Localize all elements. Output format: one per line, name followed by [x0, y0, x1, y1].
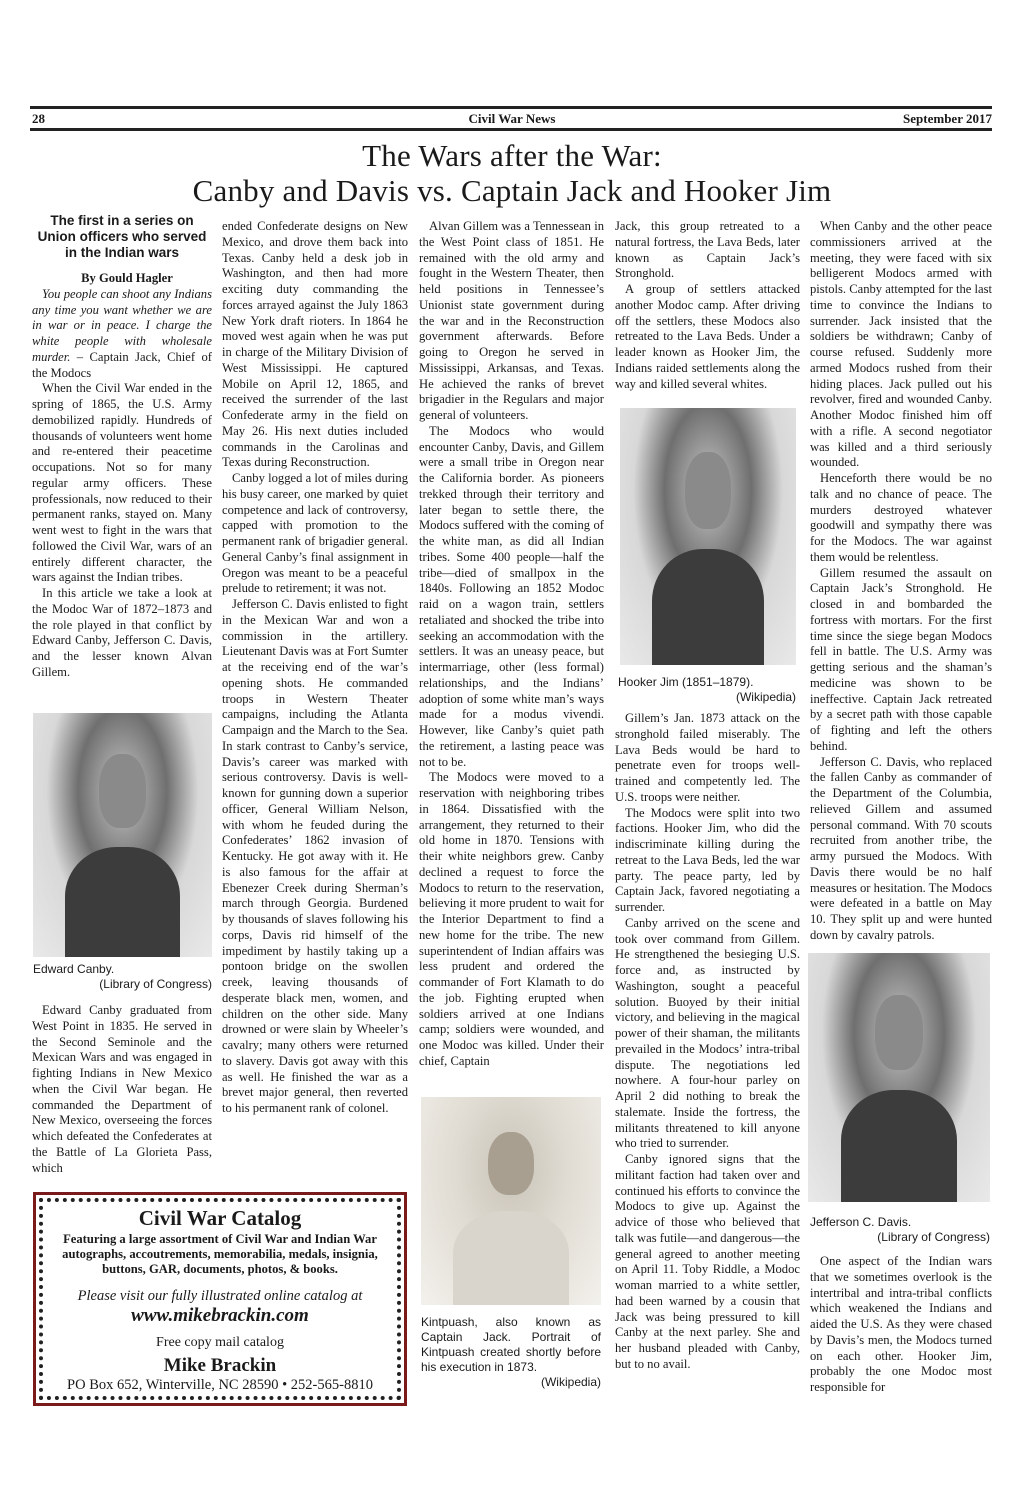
issue-date: September 2017	[903, 111, 992, 126]
paragraph: Henceforth there would be no talk and no chance of peace. The murders destroyed whatever goodwill and sympathy there was for the Modocs. The war against them would be relentless.	[810, 471, 992, 564]
paragraph: The Modocs who would encounter Canby, Davis, and Gillem were a small tribe in Oregon near the California border. As pioneers trekked through their territory and later began to settle there, the Modocs suffered with the coming of the white man, as did all Indian tribes. Some 400 people—half the tribe—died of smallpox in the 1840s. Following an 1852 Modoc raid on a wagon train, settlers retaliated and shocked the tribe into seeking an accommodation with the settlers. It was an uneasy peace, but intermarriage, other (less formal) relationships, and the Indians’ adoption of some white man’s ways made for a modus vivendi. However, like Canby’s quiet path the retirement, a lasting peace was not to be.	[419, 423, 604, 769]
paragraph: Canby ignored signs that the militant faction had taken over and continued his efforts to convince the Modocs to give up. Against the advice of those who believed that talk was futile—and dangerous—the general agreed to another meeting on April 11. Toby Riddle, a Modoc woman married to a white settler, had been warned by a cousin that Jack was being pressured to kill Canby at the next parley. She and her husband pleaded with Canby, but to no avail.	[615, 1152, 801, 1371]
ad-title: Civil War Catalog	[138, 1206, 302, 1230]
publication-name: Civil War News	[468, 111, 556, 126]
epigraph-attribution: – Captain Jack, Chief of the Modocs	[32, 349, 212, 380]
caption-text: Jefferson C. Davis.	[810, 1215, 912, 1229]
photo-edward-canby	[33, 713, 212, 957]
paragraph: A group of settlers attacked another Modoc camp. After driving off the settlers, these Modocs also retreated to the Lava Beds. Under a leader known as Hooker Jim, the Indians raided settlements along the way and killed several whites.	[615, 282, 800, 391]
page-number: 28	[32, 111, 45, 126]
ad-url-link[interactable]: www.mikebrackin.com	[131, 1305, 309, 1326]
paragraph: The Modocs were split into two factions. Hooker Jim, who did the indiscriminate killing during the retreat to the Lava Beds, led the war party. The peace party, led by Captain Jack, favored negotiating a surrender.	[615, 805, 800, 914]
column-4-bottom	[615, 711, 800, 1373]
paragraph: Jefferson C. Davis enlisted to fight in the Mexican War and won a commission in the artillery. Lieutenant Davis was at Fort Sumter at the receiving end of the war’s opening shots. He commanded troops in Western Theater campaigns, including the Atlanta Campaign and the March to the Sea. In stark contrast to Canby’s service, Davis’s career was marked with serious controversy. Davis is well-known for gunning down a superior officer, General William Nelson, with whom he feuded during the Confederates’ 1862 invasion of Kentucky. He got away with it. He is also famous for the affair at Ebenezer Creek during Sherman’s march through Georgia. Burdened by thousands of slaves following his corps, Davis rid himself of the impediment by hastily taking up a pontoon bridge on the swollen creek, leaving thousands of desperate black men, women, and children on the other side. Many drowned or were slain by Wheeler’s cavalry; many others were returned to slavery. Davis got away with this as well. He finished the war as a brevet major general, then reverted to his permanent rank of colonel.	[222, 597, 408, 1115]
caption-text: Edward Canby.	[33, 962, 115, 976]
column-3	[419, 219, 604, 1070]
header-bottom-rule	[30, 128, 992, 131]
caption-source: (Wikipedia)	[540, 1375, 601, 1389]
paragraph: Gillem resumed the assault on Captain Jack’s Stronghold. He closed in and bombarded the fortress with mortars. For the first time since the siege began Modocs fell in battle. The U.S. Army was getting serious and the shaman’s medicine was shown to be ineffective. Captain Jack retreated by a secret path with those capable of fighting and left the others behind.	[810, 565, 992, 753]
column-5-top	[810, 219, 992, 944]
paragraph: Canby logged a lot of miles during his busy career, one marked by quiet competence and lack of controversy, capped with promotion to the permanent rank of brigadier general. General Canby’s final assignment in Oregon was meant to be a peaceful prelude to retirement; it was not.	[222, 471, 408, 596]
photo-jefferson-c-davis	[808, 953, 990, 1202]
paragraph: Edward Canby graduated from West Point in 1835. He served in the Second Seminole and the Mexican Wars and was engaged in fighting Indians in New Mexico when the Civil War began. He commanded the Department of New Mexico, overseeing the forces which defeated the Confederates at the Battle of La Glorieta Pass, which	[32, 1003, 212, 1175]
paragraph: The Modocs were moved to a reservation with neighboring tribes in 1864. Dissatisfied with the arrangement, they returned to their old home in 1870. Tensions with their white neighbors grew. Canby declined a request to force the Modocs to return to the reservation, believing it more prudent to wait for the Interior Department to find a new home for the tribe. The new superintendent of Indian affairs was less prudent and ordered the commander of Fort Klamath to do the job. Fighting erupted when soldiers arrived at one Indians camp; soldiers were wounded, and one Modoc was killed. Under their chief, Captain	[419, 770, 604, 1068]
caption-text: Hooker Jim (1851–1879).	[618, 675, 754, 689]
column-1-bottom	[32, 1003, 212, 1176]
paragraph: Jack, this group retreated to a natural fortress, the Lava Beds, later known as Captain Jack’s Stronghold.	[615, 219, 800, 281]
column-2	[222, 219, 408, 1117]
caption-hooker-jim	[618, 675, 796, 705]
epigraph-quote: You people can shoot any Indians any time you want whether we are in war or in peace. I charge the white people with wholesale murder.	[32, 286, 212, 364]
photo-kintpuash	[421, 1097, 601, 1305]
headline-line-2: Canby and Davis vs. Captain Jack and Hooker Jim	[192, 173, 832, 208]
column-4-top	[615, 219, 800, 392]
paragraph: When the Civil War ended in the spring of 1865, the U.S. Army demobilized rapidly. Hundreds of thousands of volunteers went home and re-entered their peacetime occupations. Not so for many regular army officers. These professionals, now reduced to their permanent ranks, stayed on. Many went west to fight in the wars that followed the Civil War, wars of an entirely different character, the wars against the Indian tribes.	[32, 381, 212, 585]
ad-address: PO Box 652, Winterville, NC 28590 • 252-565-8810	[67, 1377, 373, 1393]
paragraph: Canby arrived on the scene and took over command from Gillem. He strengthened the besieging U.S. force and, as instructed by Washington, sought a peaceful solution. Buoyed by their initial victory, and believing in the magical power of their shaman, the militants prevailed in the Modocs’ intra-tribal dispute. The negotiations led nowhere. A four-hour parley on April 2 did nothing to break the stalemate. Inside the fortress, the militants threatened to kill anyone who tried to surrender.	[615, 915, 800, 1151]
paragraph: When Canby and the other peace commissioners arrived at the meeting, they were faced with six belligerent Modocs armed with pistols. Canby attempted for the last time to convince the Indians to surrender. Jack insisted that the soldiers be withdrawn; Canby of course refused. Suddenly more armed Modocs rushed from their hiding places. Jack pulled out his revolver, fired and wounded Canby. Another Modoc finished him off with a rifle. A second negotiator was killed and a third seriously wounded.	[810, 219, 992, 470]
paragraph: In this article we take a look at the Modoc War of 1872–1873 and the role played in that conflict by Edward Canby, Jefferson C. Davis, and the lesser known Alvan Gillem.	[32, 586, 212, 679]
header-top-rule	[30, 106, 992, 109]
ad-free-catalog: Free copy mail catalog	[156, 1335, 284, 1350]
paragraph: One aspect of the Indian wars that we sometimes overlook is the intertribal and intra-tribal conflicts which weakened the Indians and aided the U.S. As they were chased by Davis’s men, the Modocs turned on each other. Hooker Jim, probably the one Modoc most responsible for	[810, 1254, 992, 1394]
caption-kintpuash	[421, 1315, 601, 1390]
caption-source: (Wikipedia)	[735, 690, 796, 704]
caption-source: (Library of Congress)	[877, 1230, 990, 1244]
photo-hooker-jim	[620, 408, 796, 665]
ad-featuring: Featuring a large assortment of Civil War and Indian War autographs, accoutrements, memorabilia, medals, insignia, buttons, GAR, documents, photos, & books.	[62, 1232, 378, 1276]
byline: By Gould Hagler	[81, 271, 173, 285]
caption-edward-canby	[33, 962, 212, 992]
paragraph: Gillem’s Jan. 1873 attack on the stronghold failed miserably. The Lava Beds would be hard to penetrate even for troops well-trained and competently led. The U.S. troops were neither.	[615, 711, 800, 804]
paragraph: ended Confederate designs on New Mexico, and drove them back into Texas. Canby held a desk job in Washington, and then had more exciting duty commanding the forces arrayed against the July 1863 New York draft rioters. In 1864 he moved west again when he was put in charge of the Military Division of West Mississippi. He captured Mobile on April 12, 1865, and received the surrender of the last Confederate army in the field on May 26. His next duties included commands in the Carolinas and Texas during Reconstruction.	[222, 219, 408, 470]
paragraph: Alvan Gillem was a Tennessean in the West Point class of 1851. He remained with the old army and fought in the Western Theater, then held positions in Tennessee’s Unionist state government during the war and in the Reconstruction government afterwards. Before going to Oregon he served in Mississippi, Arkansas, and Texas. He achieved the ranks of brevet brigadier in the Regulars and major general of volunteers.	[419, 219, 604, 422]
civil-war-catalog-ad	[33, 1192, 407, 1406]
headline-line-1: The Wars after the War:	[362, 138, 662, 173]
column-1-top	[32, 213, 212, 681]
caption-jefferson-c-davis	[810, 1215, 990, 1245]
caption-text: Kintpuash, also known as Captain Jack. Portrait of Kintpuash created shortly before his execution in 1873.	[421, 1315, 601, 1374]
caption-source: (Library of Congress)	[99, 977, 212, 991]
column-5-bottom	[810, 1254, 992, 1396]
paragraph: Jefferson C. Davis, who replaced the fallen Canby as commander of the Department of the Columbia, relieved Gillem and assumed personal command. With 70 scouts recruited from another tribe, the army pursued the Modocs. With Davis there would be no half measures or hesitation. The Modocs were defeated in a battle on May 10. They split up and were hunted down by cavalry patrols.	[810, 754, 992, 942]
epigraph	[32, 287, 212, 382]
ad-visit: Please visit our fully illustrated online catalog at	[77, 1288, 363, 1304]
ad-name: Mike Brackin	[163, 1355, 277, 1376]
article-deck: The first in a series on Union officers who served in the Indian wars	[37, 213, 207, 260]
